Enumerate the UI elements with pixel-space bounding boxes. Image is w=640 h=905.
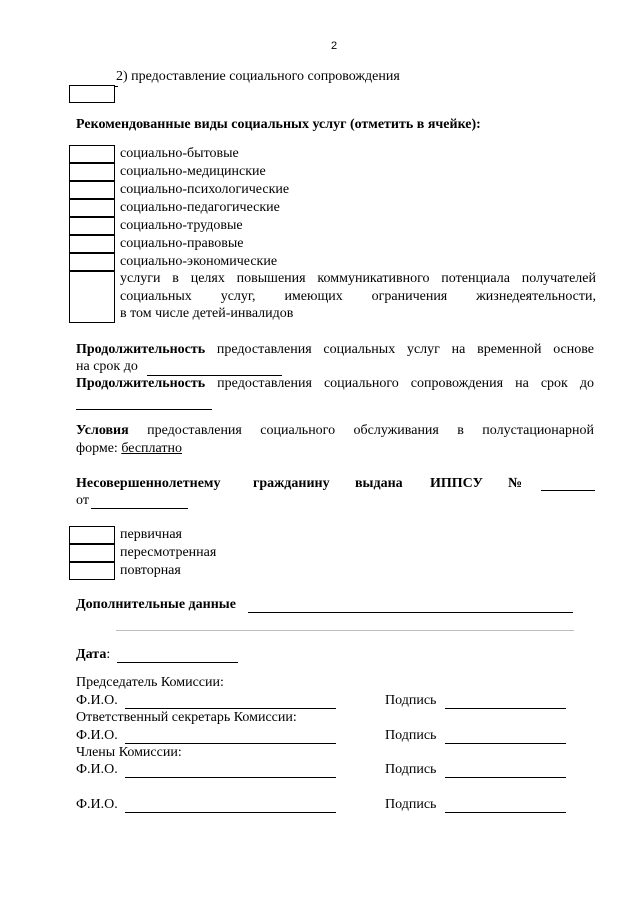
service-label-line: в том числе детей-инвалидов [120, 306, 294, 321]
secretary-label: Ответственный секретарь Комиссии: [76, 710, 297, 725]
service-checkbox[interactable] [69, 235, 115, 253]
member-signature-field[interactable] [445, 812, 566, 813]
type-checkbox[interactable] [69, 526, 115, 544]
member-fio-field[interactable] [125, 777, 336, 778]
members-label: Члены Комиссии: [76, 745, 182, 760]
type-label: повторная [120, 563, 181, 578]
signature-label: Подпись [385, 728, 437, 743]
duration-text: предоставления социальных услуг на временной основе [205, 342, 594, 357]
duration-line-2: на срок до [76, 359, 138, 374]
chair-signature-field[interactable] [445, 708, 566, 709]
secretary-signature-field[interactable] [445, 743, 566, 744]
service-label: социально-бытовые [120, 146, 239, 161]
conditions-value: бесплатно [121, 441, 182, 456]
page-number: 2 [331, 40, 338, 52]
date-label-wrap [76, 647, 110, 663]
fio-label: Ф.И.О. [76, 797, 118, 812]
fio-label: Ф.И.О. [76, 693, 118, 708]
ippsu-word: ИППСУ [430, 476, 483, 491]
services-heading: Рекомендованные виды социальных услуг (отметить в ячейке): [76, 117, 481, 132]
additional-field-line-2[interactable] [116, 630, 574, 631]
ippsu-word: № [508, 476, 523, 491]
service-checkbox[interactable] [69, 181, 115, 199]
service-checkbox[interactable] [69, 163, 115, 181]
service-label-line: социальных услуг, имеющих ограничения жизнедеятельности, [120, 289, 596, 304]
support-duration-line [76, 376, 594, 392]
duration-bold: Продолжительность [76, 342, 206, 357]
type-checkbox[interactable] [69, 562, 115, 580]
ippsu-word: гражданину [253, 476, 330, 491]
date-field[interactable] [117, 662, 238, 663]
service-checkbox[interactable] [69, 217, 115, 235]
chair-label: Председатель Комиссии: [76, 675, 224, 690]
item2-checkbox[interactable] [69, 85, 115, 103]
service-label: социально-правовые [120, 236, 244, 251]
type-label: пересмотренная [120, 545, 217, 560]
service-label: социально-экономические [120, 254, 278, 269]
ippsu-number-field[interactable] [541, 490, 595, 491]
service-checkbox[interactable] [69, 199, 115, 217]
support-duration-bold: Продолжительность [76, 376, 206, 391]
date-label: Дата [76, 647, 107, 662]
service-checkbox[interactable] [69, 253, 115, 271]
chair-fio-field[interactable] [125, 708, 336, 709]
conditions-line-2 [76, 441, 182, 457]
support-duration-field[interactable] [76, 409, 212, 410]
member-fio-field[interactable] [125, 812, 336, 813]
service-label: социально-психологические [120, 182, 290, 197]
service-label-line: услуги в целях повышения коммуникативного потенциала получателей [120, 271, 596, 286]
ippsu-from-label: от [76, 493, 89, 508]
service-label: социально-медицинские [120, 164, 266, 179]
member-signature-field[interactable] [445, 777, 566, 778]
service-label: социально-трудовые [120, 218, 243, 233]
fio-label: Ф.И.О. [76, 762, 118, 777]
item2-text: 2) предоставление социального сопровождения [116, 69, 400, 84]
conditions-bold: Условия [76, 423, 129, 438]
signature-label: Подпись [385, 693, 437, 708]
additional-field[interactable] [248, 612, 573, 613]
ippsu-date-field[interactable] [91, 508, 188, 509]
ippsu-word: Несовершеннолетнему [76, 476, 221, 491]
type-checkbox[interactable] [69, 544, 115, 562]
ippsu-word: выдана [355, 476, 403, 491]
additional-label: Дополнительные данные [76, 597, 236, 612]
conditions-text: предоставления социального обслуживания в полустационарной [128, 423, 594, 438]
signature-label: Подпись [385, 797, 437, 812]
service-checkbox[interactable] [69, 145, 115, 163]
service-checkbox[interactable] [69, 271, 115, 323]
secretary-fio-field[interactable] [125, 743, 336, 744]
fio-label: Ф.И.О. [76, 728, 118, 743]
date-colon: : [106, 647, 111, 662]
conditions-line-1 [76, 423, 594, 439]
duration-line-1 [76, 342, 594, 358]
conditions-prefix: форме: [76, 441, 122, 456]
service-label: социально-педагогические [120, 200, 280, 215]
support-duration-text: предоставления социального сопровождения на срок до [205, 376, 594, 391]
type-label: первичная [120, 527, 182, 542]
signature-label: Подпись [385, 762, 437, 777]
